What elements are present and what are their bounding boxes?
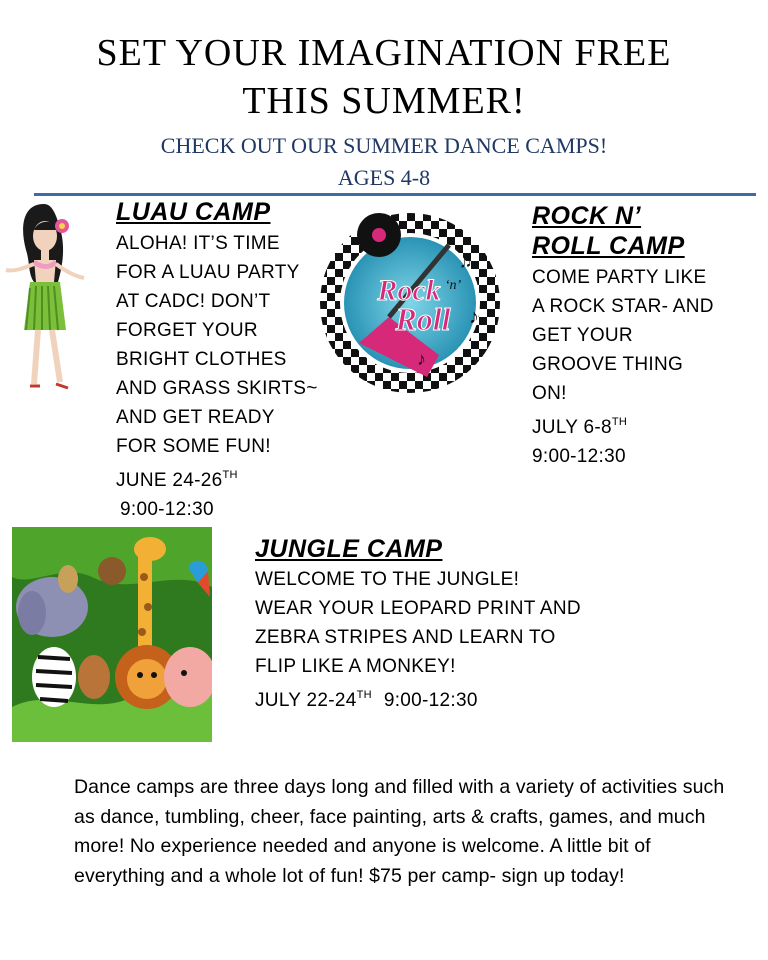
jungle-camp-heading: JUNGLE CAMP [255,535,443,563]
camp-description-paragraph: Dance camps are three days long and filled with a variety of activities such as dance, tumbling, cheer, face painting, arts & crafts, games, and much more! No experience needed and anyone is welcome. A little bit of everything and a whole lot of fun! $75 per camp- sign up today! [74,776,725,887]
jungle-camp-section [255,534,675,715]
rock-date: JULY 6-8TH [532,416,628,438]
page-title-line2: THIS SUMMER! [242,80,526,122]
svg-text:♫: ♫ [459,251,473,271]
svg-text:♪: ♪ [417,349,426,369]
jungle-line: FLIP LIKE A MONKEY! [255,656,456,677]
rock-line: ON! [532,383,567,404]
rock-time: 9:00-12:30 [532,446,626,467]
rock-camp-heading-line1: ROCK N’ [532,202,642,230]
rock-n-roll-plate-image [319,205,502,405]
luau-line: AND GET READY [116,407,275,428]
plate-text-rock: Rock [377,274,441,307]
ages-label: AGES 4-8 [337,165,431,190]
luau-line: AND GRASS SKIRTS~ [116,378,318,399]
rock-camp-section [532,201,742,471]
rock-line: GET YOUR [532,325,633,346]
rock-camp-heading-line2: ROLL CAMP [532,232,685,260]
plate-text-roll: Roll [395,301,451,337]
luau-camp-heading: LUAU CAMP [116,198,271,226]
jungle-animals-image [12,527,212,742]
luau-line: FOR A LUAU PARTY [116,262,300,283]
rock-line: A ROCK STAR- AND [532,296,714,317]
jungle-line: WELCOME TO THE JUNGLE! [255,569,520,590]
rock-line: COME PARTY LIKE [532,267,707,288]
plate-text-n: ‘n’ [444,278,462,293]
jungle-date-time: JULY 22-24TH 9:00-12:30 [255,689,478,711]
luau-line: FORGET YOUR [116,320,258,341]
luau-date: JUNE 24-26TH [116,469,238,491]
luau-line: AT CADC! DON’T [116,291,271,312]
jungle-line: WEAR YOUR LEOPARD PRINT AND [255,598,581,619]
luau-time: 9:00-12:30 [120,499,214,520]
luau-line: FOR SOME FUN! [116,436,271,457]
page-subtitle: CHECK OUT OUR SUMMER DANCE CAMPS! [160,133,608,158]
luau-line: BRIGHT CLOTHES [116,349,287,370]
page-title-line1: SET YOUR IMAGINATION FREE [96,32,672,74]
rock-line: GROOVE THING [532,354,684,375]
luau-line: ALOHA! IT’S TIME [116,233,280,254]
divider [34,193,756,196]
luau-camp-section [116,197,321,524]
jungle-line: ZEBRA STRIPES AND LEARN TO [255,627,556,648]
hula-girl-illustration [4,198,96,403]
svg-text:♪: ♪ [469,306,479,328]
